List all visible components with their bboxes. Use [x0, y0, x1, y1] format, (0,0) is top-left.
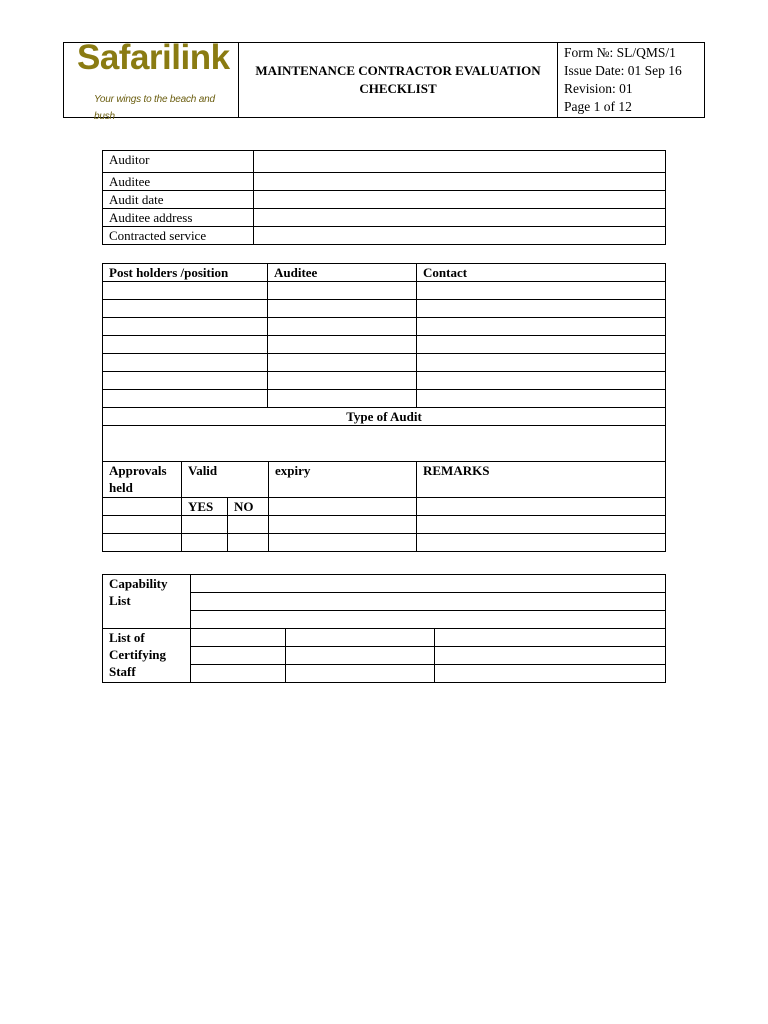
title-line-2: CHECKLIST — [359, 81, 437, 96]
auditee-address-field[interactable] — [254, 209, 666, 227]
table-row — [103, 575, 666, 593]
revision: Revision: 01 — [564, 81, 633, 96]
audit-info-table — [102, 150, 666, 245]
table-row — [103, 390, 666, 408]
logo-cell — [64, 38, 239, 122]
issue-date: Issue Date: 01 Sep 16 — [564, 63, 682, 78]
logo-tagline: Your wings to the beach and bush — [94, 94, 215, 122]
expiry-header: expiry — [269, 462, 417, 498]
table-row — [103, 227, 666, 245]
table-row — [103, 534, 666, 552]
auditee-label: Auditee — [103, 173, 254, 191]
auditee-header: Auditee — [268, 264, 417, 282]
capability-table — [102, 574, 666, 683]
table-row — [103, 209, 666, 227]
no-header: NO — [228, 498, 269, 516]
form-number: Form №: SL/QMS/1 — [564, 45, 676, 60]
capability-list-header: Capability List — [103, 575, 191, 629]
contact-header: Contact — [417, 264, 666, 282]
certifying-staff-header: List of Certifying Staff — [103, 629, 191, 683]
table-row — [103, 282, 666, 300]
table-row — [103, 354, 666, 372]
auditor-field[interactable] — [254, 151, 666, 173]
page-number: Page 1 of 12 — [564, 99, 632, 114]
approvals-held-header: Approvals held — [103, 462, 182, 498]
capability-list-field[interactable] — [191, 575, 666, 593]
valid-header: Valid — [182, 462, 269, 498]
company-logo: Safarilink — [77, 38, 230, 77]
contracted-service-field[interactable] — [254, 227, 666, 245]
title-line-1: MAINTENANCE CONTRACTOR EVALUATION — [255, 63, 541, 78]
yes-header: YES — [182, 498, 228, 516]
table-row — [103, 264, 666, 282]
table-row — [103, 151, 666, 173]
table-row — [103, 426, 666, 462]
table-row — [103, 372, 666, 390]
audit-date-field[interactable] — [254, 191, 666, 209]
document-meta — [558, 43, 705, 118]
table-row — [103, 300, 666, 318]
type-of-audit-header: Type of Audit — [103, 408, 666, 426]
table-row — [103, 336, 666, 354]
table-row — [103, 318, 666, 336]
auditee-field[interactable] — [254, 173, 666, 191]
table-row — [103, 191, 666, 209]
document-title — [239, 43, 558, 118]
post-holders-header: Post holders /position — [103, 264, 268, 282]
auditor-label: Auditor — [103, 151, 254, 173]
table-row — [103, 629, 666, 647]
contracted-service-label: Contracted service — [103, 227, 254, 245]
table-row — [103, 408, 666, 426]
audit-date-label: Audit date — [103, 191, 254, 209]
table-row — [103, 516, 666, 534]
remarks-header: REMARKS — [417, 462, 666, 498]
auditee-address-label: Auditee address — [103, 209, 254, 227]
table-row — [103, 498, 666, 516]
document-header — [63, 38, 705, 122]
type-of-audit-field[interactable] — [103, 426, 666, 462]
post-holders-table — [102, 263, 666, 552]
table-row — [103, 173, 666, 191]
